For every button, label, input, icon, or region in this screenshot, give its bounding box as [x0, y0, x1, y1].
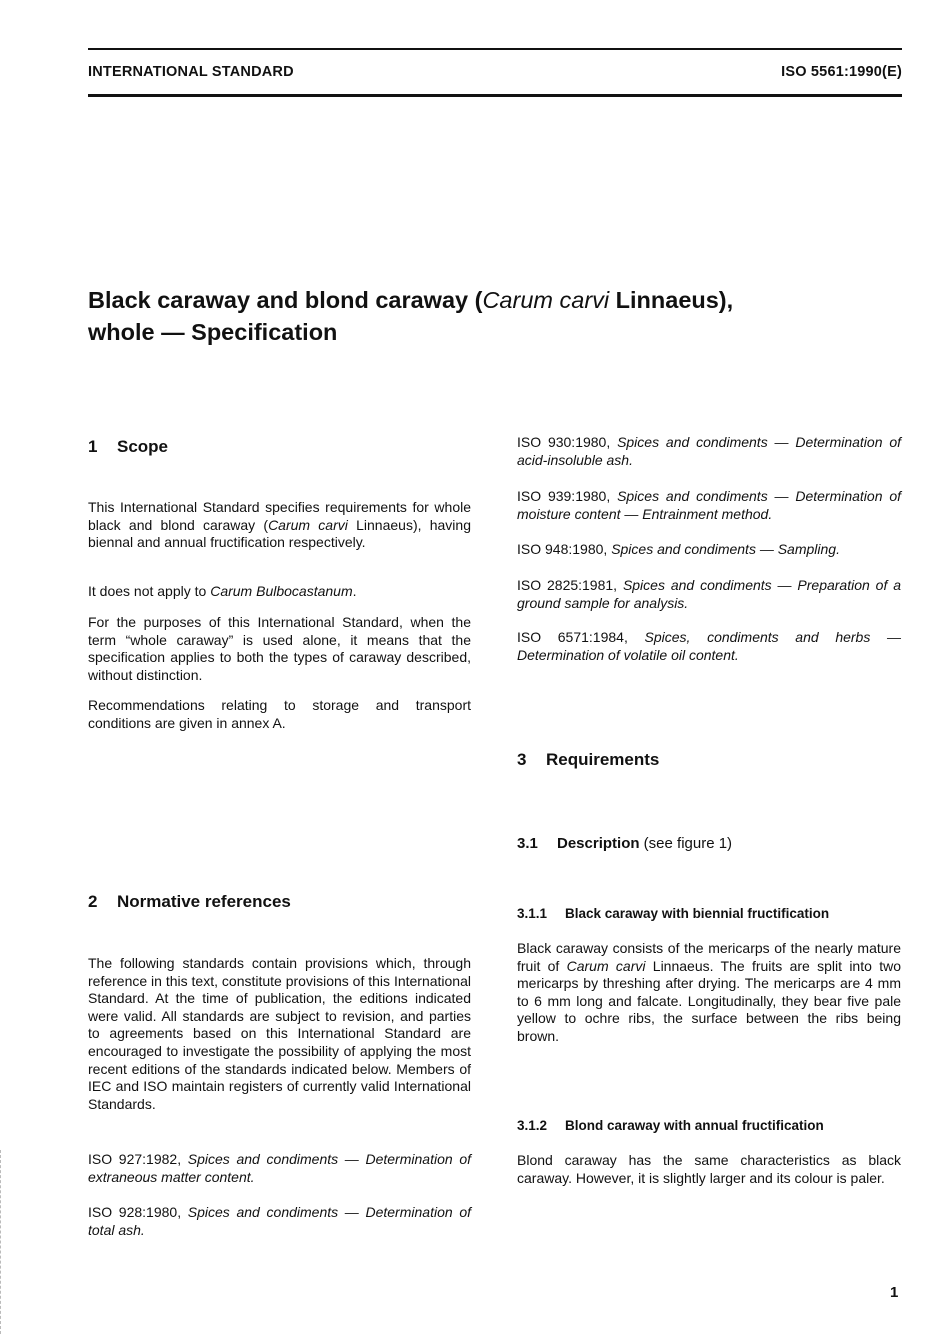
reference-iso-2825: ISO 2825:1981, Spices and condiments — Preparation of a ground sample for analysis.	[517, 577, 901, 611]
left-column	[88, 0, 473, 1334]
section-2-heading: 2 Normative references	[88, 892, 291, 911]
section-1-heading: 1 Scope	[88, 437, 169, 456]
subsection-3-1-2-heading: 3.1.2 Blond caraway with annual fructification	[517, 1118, 824, 1133]
reference-iso-948: ISO 948:1980, Spices and condiments — Sampling.	[517, 541, 840, 557]
scope-paragraph-3: For the purposes of this International Standard, when the term “whole caraway” is used alone, it means that the specification applies to both the types of caraway described, without distinction.	[88, 614, 471, 683]
reference-iso-928: ISO 928:1980, Spices and condiments — Determination of total ash.	[88, 1204, 472, 1238]
subsection-3-1-1-heading: 3.1.1 Black caraway with biennial fructification	[517, 906, 830, 921]
normative-intro-paragraph: The following standards contain provisions which, through reference in this text, constitute provisions of this International Standard. At the time of publication, the editions indicated were valid. All standards are subject to revision, and parties to agreements based on this International Standard are encouraged to investigate the possibility of applying the most recent editions of the standards indicated below. Members of IEC and ISO maintain registers of currently valid International Standards.	[88, 955, 471, 1112]
reference-iso-930: ISO 930:1980, Spices and condiments — Determination of acid-insoluble ash.	[517, 434, 901, 468]
section-3-heading: 3 Requirements	[517, 750, 660, 769]
scope-paragraph-1: This International Standard specifies requirements for whole black and blond caraway (Carum carvi Linnaeus), having biennal and annual fructification respectively.	[88, 499, 471, 551]
page-number: 1	[890, 1284, 899, 1301]
document-title: Black caraway and blond caraway (Carum carvi Linnaeus), whole — Specification	[88, 287, 734, 345]
scope-paragraph-4: Recommendations relating to storage and transport conditions are given in annex A.	[88, 697, 471, 731]
header-document-id: ISO 5561:1990(E)	[781, 64, 902, 80]
scope-paragraph-2: It does not apply to Carum Bulbocastanum.	[88, 583, 357, 599]
blond-caraway-description: Blond caraway has the same characteristics as black caraway. However, it is slightly larger and its colour is paler.	[517, 1152, 901, 1186]
header-document-type: INTERNATIONAL STANDARD	[88, 64, 294, 80]
reference-iso-6571: ISO 6571:1984, Spices, condiments and herbs — Determination of volatile oil content.	[517, 629, 901, 663]
black-caraway-description: Black caraway consists of the mericarps of the nearly mature fruit of Carum carvi Linnaeus. The fruits are split into two mericarps by threshing after drying. The mericarps are 4 mm to 6 mm long and falcate. Longitudinally, they bear five pale yellow to ochre ribs, the surface between the ribs being brown.	[517, 940, 901, 1044]
scan-edge-mark	[0, 1150, 2, 1334]
reference-iso-927: ISO 927:1982, Spices and condiments — Determination of extraneous matter content.	[88, 1151, 472, 1185]
right-column	[517, 0, 902, 1334]
subsection-3-1-heading: 3.1 Description (see figure 1)	[517, 835, 733, 852]
reference-iso-939: ISO 939:1980, Spices and condiments — Determination of moisture content — Entrainment method.	[517, 488, 901, 522]
